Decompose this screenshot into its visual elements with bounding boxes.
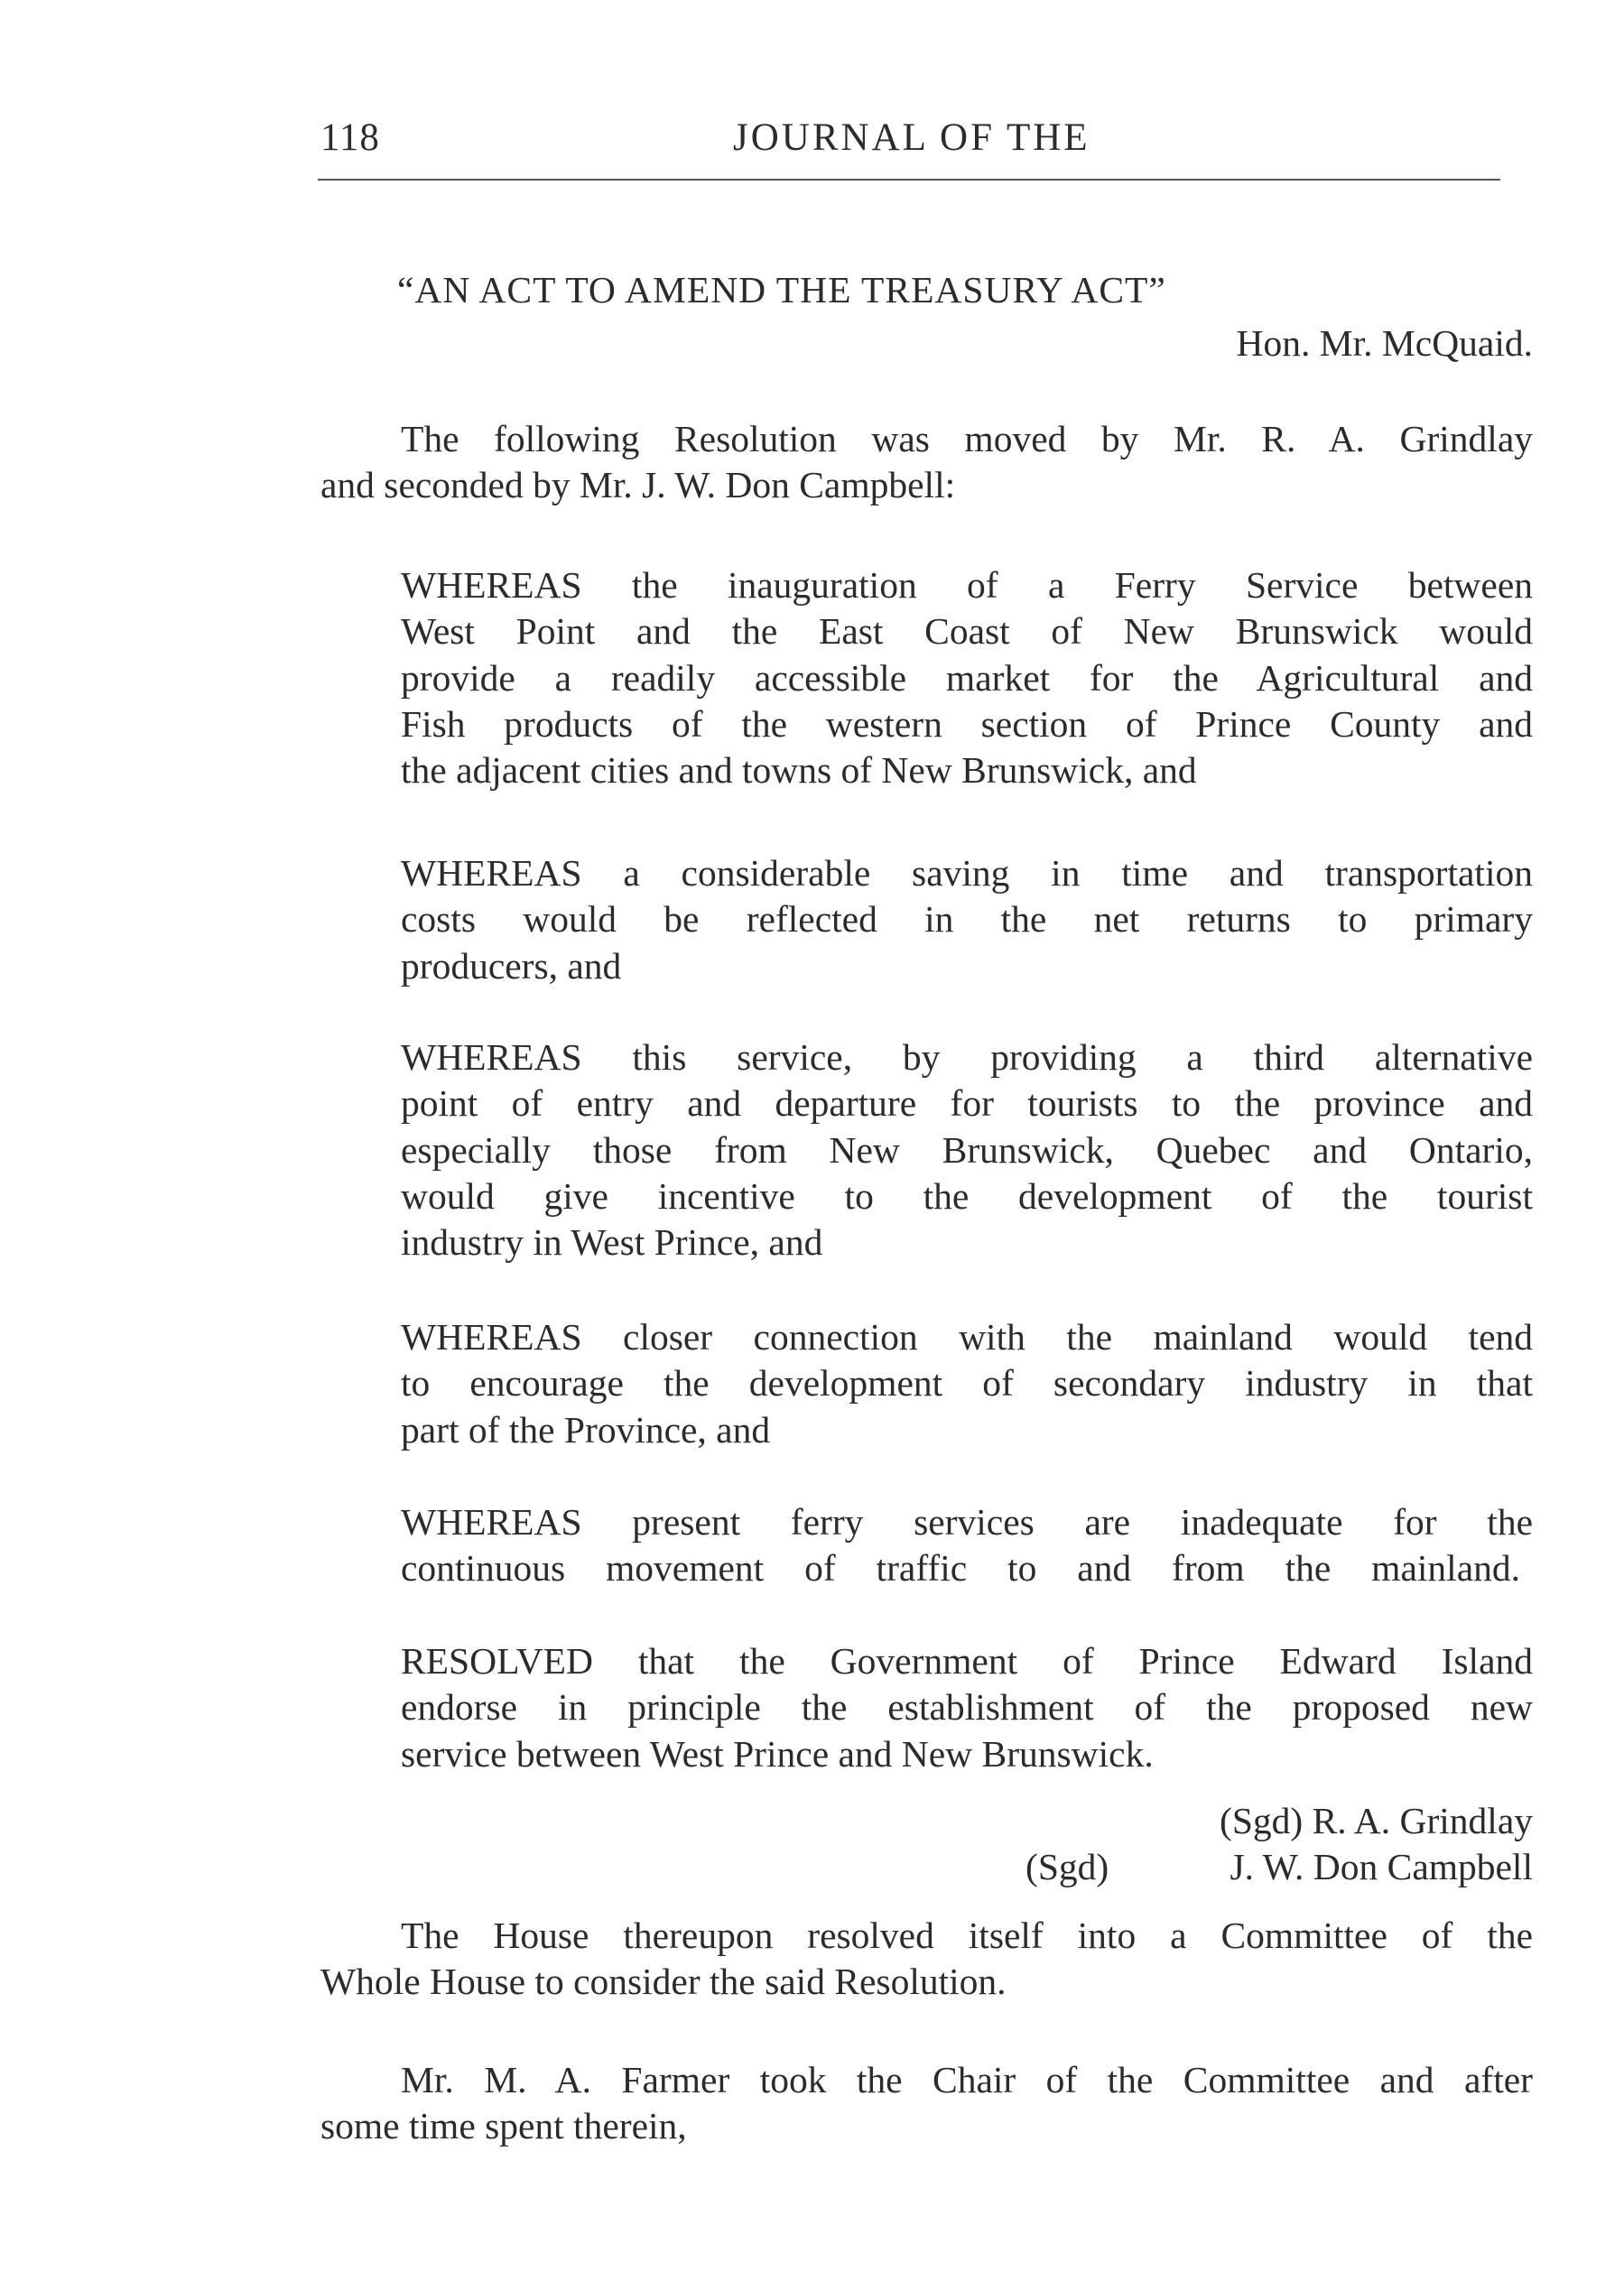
resolved-line-1: RESOLVED that the Government of Prince Edward Island: [401, 1640, 1533, 1682]
whereas-5-line-2: continuous movement of traffic to and from the mainland.: [401, 1547, 1520, 1589]
header-rule: [318, 179, 1500, 181]
whereas-1-line-1: WHEREAS the inauguration of a Ferry Service between: [401, 564, 1533, 606]
whereas-3-line-2: point of entry and departure for tourists to the province and: [401, 1082, 1533, 1124]
whereas-4-line-2: to encourage the development of secondary industry in that: [401, 1362, 1533, 1404]
whereas-1-line-3: provide a readily accessible market for the Agricultural and: [401, 657, 1533, 699]
running-title: JOURNAL OF THE: [733, 116, 1090, 159]
intro-line-2: and seconded by Mr. J. W. Don Campbell:: [320, 464, 956, 505]
whereas-2-line-1: WHEREAS a considerable saving in time and transportation: [401, 852, 1533, 894]
whereas-1-line-5: the adjacent cities and towns of New Brunswick, and: [401, 749, 1197, 791]
whereas-4-line-1: WHEREAS closer connection with the mainland would tend: [401, 1316, 1533, 1358]
whereas-3-line-5: industry in West Prince, and: [401, 1221, 823, 1263]
whereas-4-line-3: part of the Province, and: [401, 1409, 771, 1451]
whereas-1-line-2: West Point and the East Coast of New Brunswick would: [401, 610, 1533, 652]
whereas-1-line-4: Fish products of the western section of Prince County and: [401, 703, 1533, 745]
signature-grindlay: (Sgd) R. A. Grindlay: [1220, 1800, 1533, 1841]
committee-line-1: The House thereupon resolved itself into a Committee of the: [401, 1915, 1533, 1956]
whereas-2-line-3: producers, and: [401, 945, 622, 987]
signature-campbell-name: J. W. Don Campbell: [1230, 1846, 1533, 1887]
bill-title: “AN ACT TO AMEND THE TREASURY ACT”: [397, 269, 1166, 311]
page-number: 118: [320, 116, 380, 159]
chair-line-2: some time spent therein,: [320, 2105, 687, 2147]
resolved-line-2: endorse in principle the establishment of the proposed new: [401, 1686, 1533, 1728]
whereas-3-line-1: WHEREAS this service, by providing a third alternative: [401, 1036, 1533, 1078]
whereas-3-line-4: would give incentive to the development of the tourist: [401, 1175, 1533, 1217]
bill-sponsor: Hon. Mr. McQuaid.: [1236, 322, 1533, 364]
resolved-line-3: service between West Prince and New Brunswick.: [401, 1733, 1154, 1775]
whereas-3-line-3: especially those from New Brunswick, Quebec and Ontario,: [401, 1129, 1533, 1171]
chair-line-1: Mr. M. A. Farmer took the Chair of the Committee and after: [401, 2059, 1533, 2100]
signature-campbell-prefix: (Sgd): [1025, 1846, 1109, 1887]
intro-line-1: The following Resolution was moved by Mr. R. A. Grindlay: [401, 418, 1533, 459]
whereas-2-line-2: costs would be reflected in the net returns to primary: [401, 898, 1533, 940]
whereas-5-line-1: WHEREAS present ferry services are inadequate for the: [401, 1501, 1533, 1543]
committee-line-2: Whole House to consider the said Resolution.: [320, 1961, 1007, 2002]
